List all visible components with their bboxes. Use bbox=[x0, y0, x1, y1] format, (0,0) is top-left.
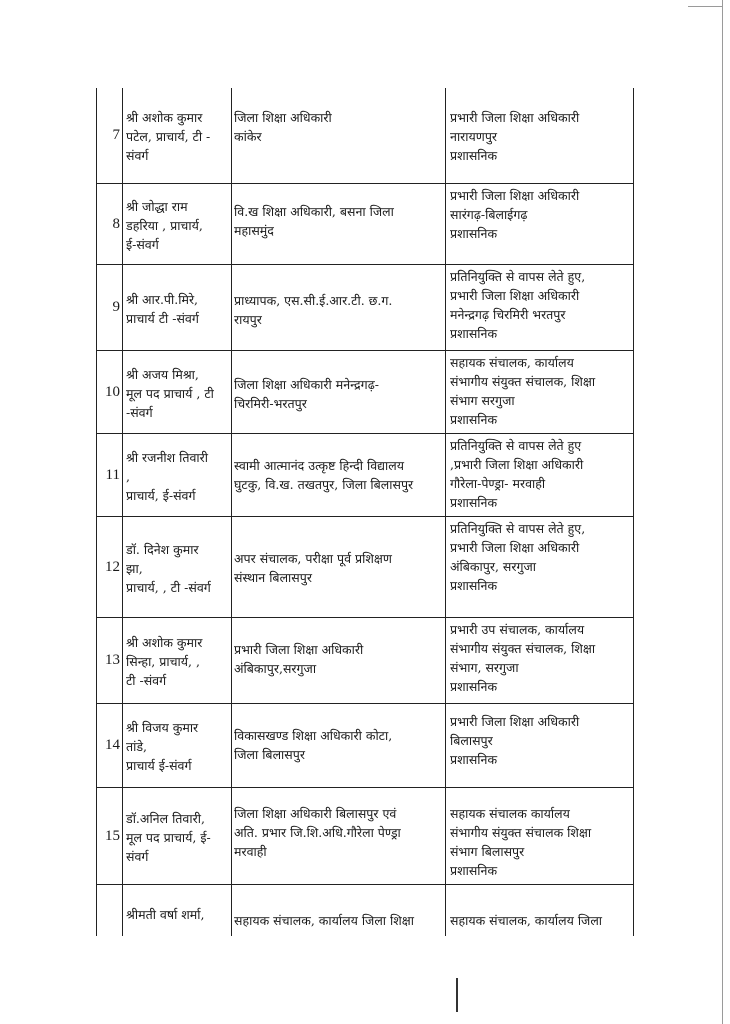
serial-number: 13 bbox=[97, 618, 123, 703]
serial-number: 7 bbox=[97, 88, 123, 183]
table-row bbox=[97, 434, 633, 517]
new-post: प्रभारी जिला शिक्षा अधिकारी सारंगढ़-बिलाईगढ़ प्रशासनिक bbox=[450, 188, 580, 241]
table-row bbox=[97, 618, 633, 704]
current-post: वि.ख शिक्षा अधिकारी, बसना जिला महासमुंद bbox=[232, 184, 446, 264]
table-row bbox=[97, 184, 633, 265]
serial-number: 8 bbox=[97, 184, 123, 264]
officer-name: श्रीमती वर्षा शर्मा, bbox=[123, 885, 232, 936]
officer-name: श्री जोद्धा राम डहरिया , प्राचार्य, ई-संवर्ग bbox=[123, 184, 232, 264]
officer-name: डॉ.अनिल तिवारी, मूल पद प्राचार्य, ई- संवर्ग bbox=[123, 788, 232, 884]
page-edge bbox=[688, 6, 722, 7]
current-post: स्वामी आत्मानंद उत्कृष्ट हिन्दी विद्यालय घुटकु, वि.ख. तखतपुर, जिला बिलासपुर bbox=[232, 434, 446, 516]
table-row bbox=[97, 704, 633, 788]
scan-mark bbox=[456, 978, 458, 1012]
new-post: प्रतिनियुक्ति से वापस लेते हुए, प्रभारी जिला शिक्षा अधिकारी मनेन्द्रगढ़ चिरमिरी भरतपुर प्रशासनिक bbox=[450, 269, 586, 341]
officer-name: श्री रजनीश तिवारी , प्राचार्य, ई-संवर्ग bbox=[123, 434, 232, 516]
officer-name: श्री अजय मिश्रा, मूल पद प्राचार्य , टी -संवर्ग bbox=[123, 351, 232, 433]
current-post: प्राध्यापक, एस.सी.ई.आर.टी. छ.ग. रायपुर bbox=[232, 265, 446, 350]
transfer-table bbox=[96, 88, 634, 936]
new-post: सहायक संचालक, कार्यालय संभागीय संयुक्त संचालक, शिक्षा संभाग सरगुजा प्रशासनिक bbox=[450, 355, 596, 427]
table-row bbox=[97, 88, 633, 184]
current-post: विकासखण्ड शिक्षा अधिकारी कोटा, जिला बिलासपुर bbox=[232, 704, 446, 787]
page-edge bbox=[722, 0, 723, 1024]
new-post: सहायक संचालक, कार्यालय जिला bbox=[450, 913, 603, 928]
officer-name: श्री अशोक कुमार सिन्हा, प्राचार्य, , टी -संवर्ग bbox=[123, 618, 232, 703]
table-row bbox=[97, 351, 633, 434]
serial-number: 9 bbox=[97, 265, 123, 350]
officer-name: डॉ. दिनेश कुमार झा, प्राचार्य, , टी -संवर्ग bbox=[123, 517, 232, 617]
current-post: जिला शिक्षा अधिकारी कांकेर bbox=[232, 88, 446, 183]
current-post: जिला शिक्षा अधिकारी मनेन्द्रगढ़- चिरमिरी-भरतपुर bbox=[232, 351, 446, 433]
new-post: प्रभारी जिला शिक्षा अधिकारी नारायणपुर प्रशासनिक bbox=[450, 110, 580, 163]
current-post: प्रभारी जिला शिक्षा अधिकारी अंबिकापुर,सरगुजा bbox=[232, 618, 446, 703]
serial-number: 12 bbox=[97, 517, 123, 617]
table-row bbox=[97, 885, 633, 936]
new-post: सहायक संचालक कार्यालय संभागीय संयुक्त संचालक शिक्षा संभाग बिलासपुर प्रशासनिक bbox=[450, 806, 592, 878]
new-post: प्रतिनियुक्ति से वापस लेते हुए, प्रभारी जिला शिक्षा अधिकारी अंबिकापुर, सरगुजा प्रशासनिक bbox=[450, 521, 586, 593]
officer-name: श्री विजय कुमार तांडे, प्राचार्य ई-संवर्ग bbox=[123, 704, 232, 787]
current-post: अपर संचालक, परीक्षा पूर्व प्रशिक्षण संस्थान बिलासपुर bbox=[232, 517, 446, 617]
new-post: प्रभारी उप संचालक, कार्यालय संभागीय संयुक्त संचालक, शिक्षा संभाग, सरगुजा प्रशासनिक bbox=[450, 622, 596, 694]
serial-number: 11 bbox=[97, 434, 123, 516]
table-row bbox=[97, 788, 633, 885]
serial-number bbox=[97, 885, 123, 936]
table-row bbox=[97, 517, 633, 618]
serial-number: 15 bbox=[97, 788, 123, 884]
table-row bbox=[97, 265, 633, 351]
serial-number: 10 bbox=[97, 351, 123, 433]
current-post: सहायक संचालक, कार्यालय जिला शिक्षा bbox=[232, 885, 446, 936]
officer-name: श्री अशोक कुमार पटेल, प्राचार्य, टी - संवर्ग bbox=[123, 88, 232, 183]
current-post: जिला शिक्षा अधिकारी बिलासपुर एवं अति. प्रभार जि.शि.अधि.गौरेला पेण्ड्रा मरवाही bbox=[232, 788, 446, 884]
new-post: प्रभारी जिला शिक्षा अधिकारी बिलासपुर प्रशासनिक bbox=[450, 714, 580, 767]
new-post: प्रतिनियुक्ति से वापस लेते हुए ,प्रभारी जिला शिक्षा अधिकारी गौरेला-पेण्ड्रा- मरवाही प्रशासनिक bbox=[450, 438, 584, 510]
officer-name: श्री आर.पी.मिरे, प्राचार्य टी -संवर्ग bbox=[123, 265, 232, 350]
serial-number: 14 bbox=[97, 704, 123, 787]
